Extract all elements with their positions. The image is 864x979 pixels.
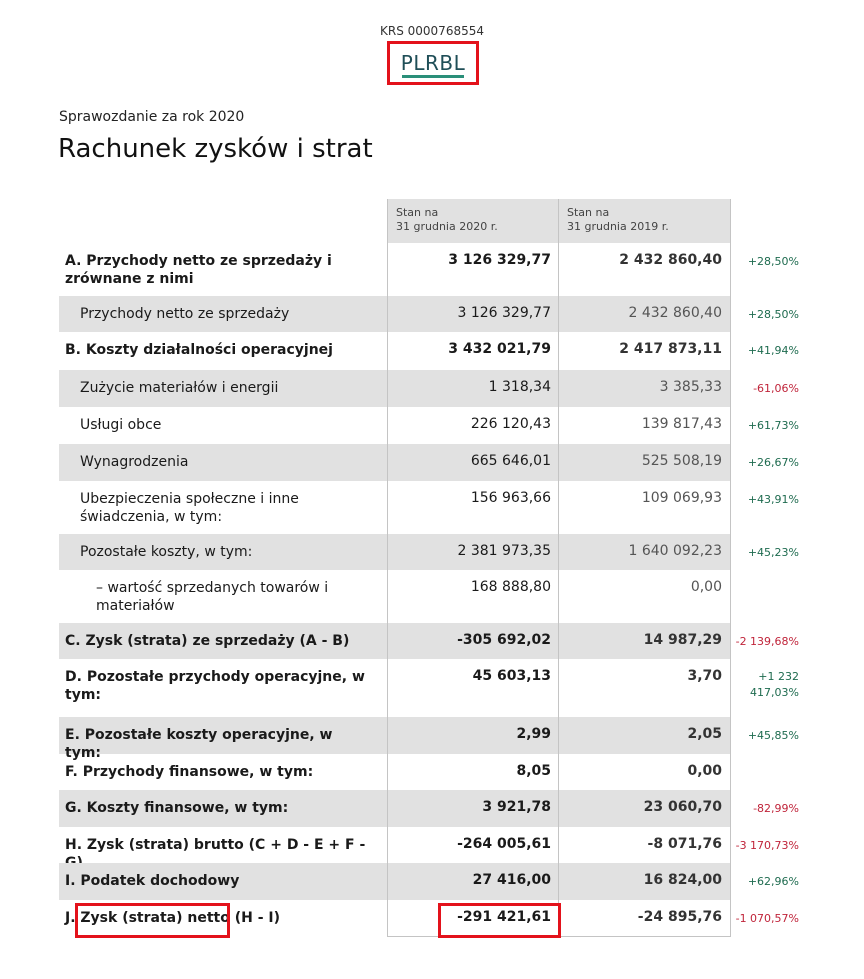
value-2020: 1 318,34 <box>488 379 551 395</box>
value-2020: 3 921,78 <box>482 799 551 815</box>
row-label: H. Zysk (strata) brutto (C + D - E + F - <box>65 837 366 853</box>
table-row <box>59 659 799 717</box>
value-2019: 2 432 860,40 <box>628 305 722 321</box>
value-2020: 3 126 329,77 <box>457 305 551 321</box>
table-row <box>59 863 799 900</box>
highlight-net-profit-label <box>75 903 230 938</box>
logo-text: PLRBL <box>400 51 466 75</box>
value-2019: 0,00 <box>687 763 722 779</box>
value-2019: 2,05 <box>687 726 722 742</box>
change-percent: +28,50% <box>747 308 799 321</box>
change-percent: +41,94% <box>747 344 799 357</box>
column-header-2019-line1: Stan na <box>567 206 610 219</box>
table-row <box>59 827 799 863</box>
value-2020: 168 888,80 <box>470 579 551 595</box>
value-2020: 3 126 329,77 <box>448 252 551 268</box>
company-logo <box>387 41 479 85</box>
row-label: Pozostałe koszty, w tym: <box>80 544 253 560</box>
column-header-2019 <box>559 199 730 243</box>
value-2020: 2 381 973,35 <box>457 543 551 559</box>
value-2019: -8 071,76 <box>647 836 722 852</box>
table-row <box>59 623 799 659</box>
change-percent: -61,06% <box>753 382 799 395</box>
table-row <box>59 790 799 827</box>
change-percent: +61,73% <box>747 419 799 432</box>
value-2019: 2 432 860,40 <box>619 252 722 268</box>
value-2020: -264 005,61 <box>457 836 551 852</box>
change-percent: -82,99% <box>753 802 799 815</box>
highlight-net-profit-value <box>438 903 561 938</box>
change-percent: +26,67% <box>747 456 799 469</box>
row-label: Ubezpieczenia społeczne i inne świadczenia, w tym: <box>80 491 299 525</box>
change-percent-line1: +1 232 <box>758 670 799 683</box>
row-label: E. Pozostałe koszty operacyjne, w tym: <box>65 727 333 761</box>
report-year: Sprawozdanie za rok 2020 <box>59 109 245 125</box>
change-percent: +62,96% <box>747 875 799 888</box>
value-2020: -291 421,61 <box>457 909 551 925</box>
change-percent: -1 070,57% <box>735 912 799 925</box>
table-row <box>59 444 799 481</box>
table-row <box>59 481 799 534</box>
row-label: J. Zysk (strata) netto (H - I) <box>65 910 281 926</box>
table-row <box>59 754 731 790</box>
change-percent <box>731 669 799 701</box>
row-label: I. Podatek dochodowy <box>65 873 240 889</box>
value-2019: 3 385,33 <box>659 379 722 395</box>
change-percent: -2 139,68% <box>735 635 799 648</box>
page-title: Rachunek zysków i strat <box>58 134 373 164</box>
change-percent: -3 170,73% <box>735 839 799 852</box>
row-label: – wartość sprzedanych towarów i materiałów <box>96 580 329 614</box>
row-label: Wynagrodzenia <box>80 454 189 470</box>
value-2019: 525 508,19 <box>641 453 722 469</box>
value-2019: -24 895,76 <box>637 909 722 925</box>
value-2020: 156 963,66 <box>470 490 551 506</box>
value-2019: 1 640 092,23 <box>628 543 722 559</box>
table-row <box>59 243 799 296</box>
value-2019: 139 817,43 <box>641 416 722 432</box>
value-2020: 665 646,01 <box>470 453 551 469</box>
value-2019: 109 069,93 <box>641 490 722 506</box>
change-percent-line2: 417,03% <box>750 686 799 699</box>
table-border-middle <box>558 199 559 937</box>
value-2019: 23 060,70 <box>643 799 722 815</box>
change-percent: +43,91% <box>747 493 799 506</box>
row-label: F. Przychody finansowe, w tym: <box>65 764 314 780</box>
table-row <box>59 534 799 570</box>
value-2019: 14 987,29 <box>643 632 722 648</box>
table-border-right <box>730 199 731 937</box>
row-label: G. Koszty finansowe, w tym: <box>65 800 289 816</box>
table-border-left <box>387 199 388 937</box>
column-header-2019-line2: 31 grudnia 2019 r. <box>567 220 669 233</box>
column-header-2020-line1: Stan na <box>396 206 439 219</box>
change-percent: +45,85% <box>747 729 799 742</box>
row-label: A. Przychody netto ze sprzedaży i zrównane z nimi <box>65 253 332 287</box>
table-row <box>59 296 799 332</box>
value-2020: 45 603,13 <box>472 668 551 684</box>
value-2020: 27 416,00 <box>472 872 551 888</box>
column-header-2020 <box>388 199 558 243</box>
value-2020: 3 432 021,79 <box>448 341 551 357</box>
value-2020: 2,99 <box>516 726 551 742</box>
row-label: Przychody netto ze sprzedaży <box>80 306 290 322</box>
table-row <box>59 570 731 623</box>
value-2019: 2 417 873,11 <box>619 341 722 357</box>
row-label: C. Zysk (strata) ze sprzedaży (A - B) <box>65 633 350 649</box>
value-2020: 8,05 <box>516 763 551 779</box>
value-2020: 226 120,43 <box>470 416 551 432</box>
logo-underline <box>402 75 464 78</box>
change-percent: +28,50% <box>747 255 799 268</box>
row-label: Zużycie materiałów i energii <box>80 380 279 396</box>
row-label: Usługi obce <box>80 417 162 433</box>
value-2019: 3,70 <box>687 668 722 684</box>
row-label: D. Pozostałe przychody operacyjne, w tym: <box>65 669 365 703</box>
table-row <box>59 370 799 407</box>
value-2019: 16 824,00 <box>643 872 722 888</box>
value-2020: -305 692,02 <box>457 632 551 648</box>
table-row <box>59 407 799 444</box>
table-row <box>59 332 799 370</box>
column-header-2020-line2: 31 grudnia 2020 r. <box>396 220 498 233</box>
change-percent: +45,23% <box>747 546 799 559</box>
krs-number: KRS 0000768554 <box>380 24 484 38</box>
value-2019: 0,00 <box>690 579 722 595</box>
row-label: B. Koszty działalności operacyjnej <box>65 342 333 358</box>
table-row <box>59 717 799 761</box>
